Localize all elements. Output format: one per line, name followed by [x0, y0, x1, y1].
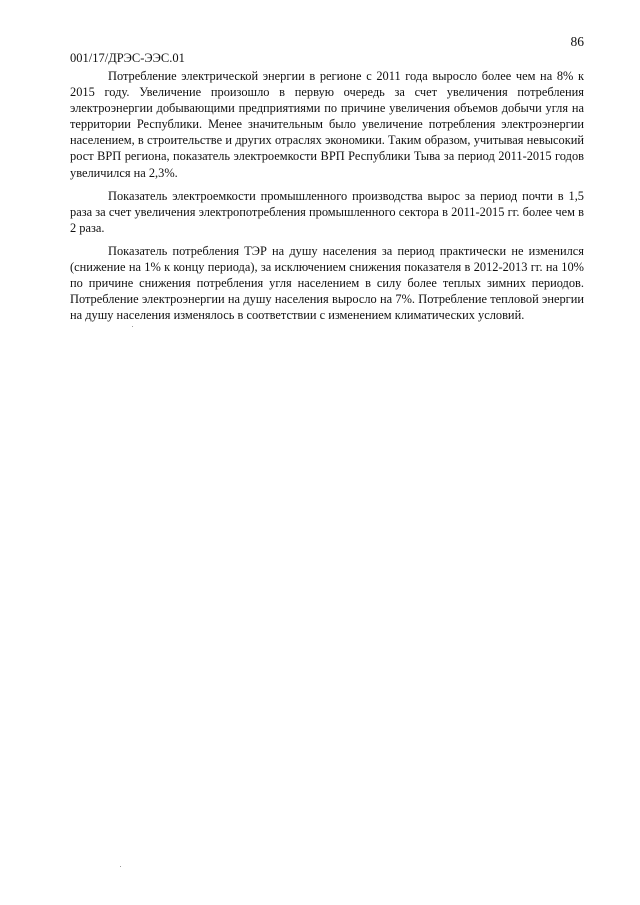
- page-number: 86: [570, 34, 584, 49]
- body-text: [70, 68, 584, 330]
- scan-speck: [132, 326, 133, 327]
- document-code: 001/17/ДРЭС-ЭЭС.01: [70, 51, 185, 65]
- paragraph-2: Показатель электроемкости промышленного производства вырос за период почти в 1,5 раза за счет увеличения электропотребления промышленного сектора в 2011-2015 гг. более чем в 2 раза.: [70, 188, 584, 235]
- scan-speck: [120, 866, 121, 867]
- paragraph-3: Показатель потребления ТЭР на душу населения за период практически не изменился (снижение на 1% к концу периода), за исключением снижения показателя в 2012-2013 гг. на 10% по причине снижения потребления угля населением в силу более теплых зимних периодов. Потребление электроэнергии на душу населения выросло на 7%. Потребление тепловой энергии на душу населения изменялось в соответствии с изменением климатических условий.: [70, 243, 584, 323]
- paragraph-1: Потребление электрической энергии в регионе с 2011 года выросло более чем на 8% к 2015 году. Увеличение произошло в первую очередь за счет увеличения потребления электроэнергии добывающими предприятиями по причине увеличения объемов добычи угля на территории Республики. Менее значительным было увеличение потребления электроэнергии населением, в строительстве и других отраслях экономики. Таким образом, учитывая невысокий рост ВРП региона, показатель электроемкости ВРП Республики Тыва за период 2011-2015 годов увеличился на 2,3%.: [70, 69, 584, 180]
